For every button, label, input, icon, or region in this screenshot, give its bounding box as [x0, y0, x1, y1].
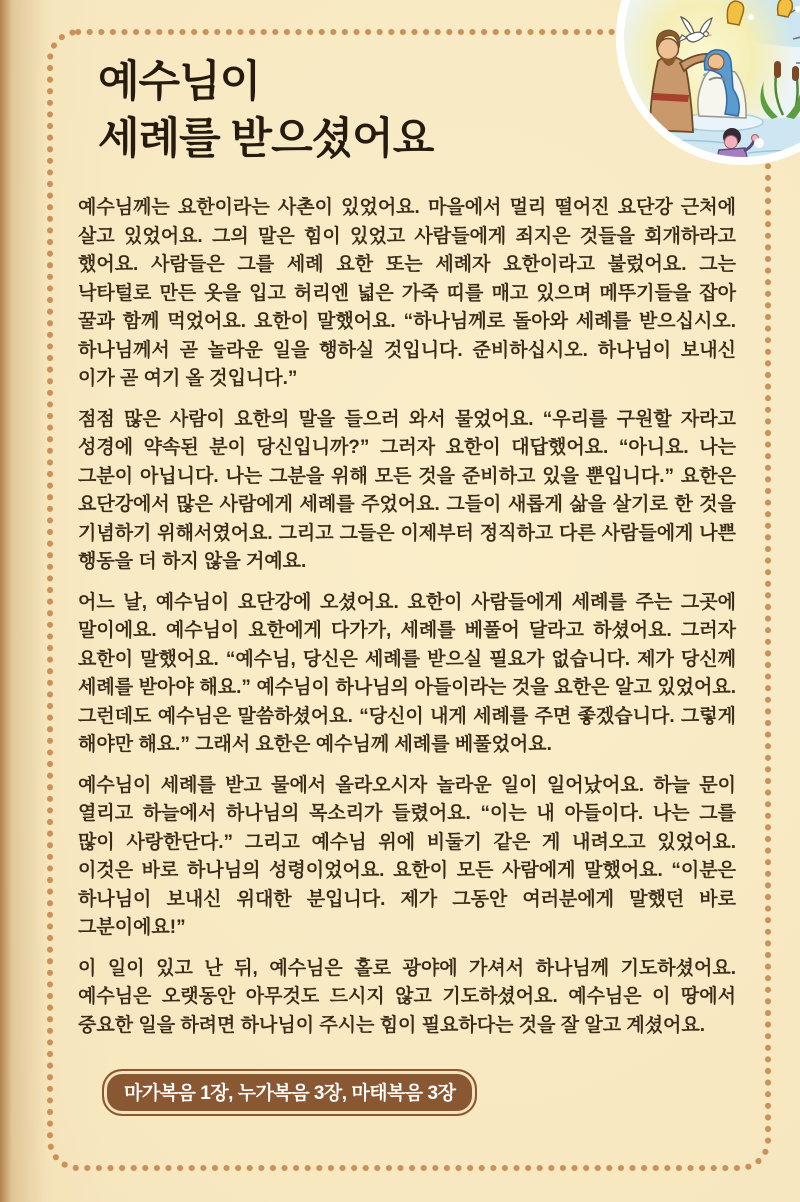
page-title-line1: 예수님이	[98, 58, 261, 106]
story-paragraph: 점점 많은 사람이 요한의 말을 들으러 와서 물었어요. “우리를 구원할 자라고 성경에 약속된 분이 당신입니까?” 그러자 요한이 대답했어요. “아니요. 나는 그분이 아닙니다. 나는 그분을 위해 모든 것을 준비하고 있을 뿐입니다.” 요한은 요단강에서 많은 사람에게 세례를 주었어요. 그들이 새롭게 삶을 살기로 한 것을 기념하기 위해서였어요. 그리고 그들은 이제부터 정직하고 다른 사람들에게 나쁜 행동을 더 하지 않을 거예요.	[78, 408, 736, 572]
story-paragraph: 예수님께는 요한이라는 사촌이 있었어요. 마을에서 멀리 떨어진 요단강 근처에 살고 있었어요. 그의 말은 힘이 있었고 사람들에게 죄지은 것들을 회개하라고 했어요. 사람들은 그를 세례 요한 또는 세례자 요한이라고 불렀어요. 그는 낙타털로 만든 옷을 입고 허리엔 넓은 가죽 띠를 매고 있으며 메뚜기들을 잡아 꿀과 함께 먹었어요. 요한이 말했어요. “하나님께로 돌아와 세례를 받으십시오. 하나님께서 곧 놀라운 일을 행하실 것입니다. 준비하십시오. 하나님이 보내신 이가 곧 여기 올 것입니다.”	[78, 197, 736, 389]
scripture-reference-badge: 마가복음 1장, 누가복음 3장, 마태복음 3장	[102, 1069, 477, 1116]
story-text	[78, 194, 736, 1040]
story-paragraph: 예수님이 세례를 받고 물에서 올라오시자 놀라운 일이 일어났어요. 하늘 문이 열리고 하늘에서 하나님의 목소리가 들렸어요. “이는 내 아들이다. 나는 그를 많이 사랑한단다.” 그리고 예수님 위에 비둘기 같은 게 내려오고 있었어요. 이것은 바로 하나님의 성령이었어요. 요한이 모든 사람에게 말했어요. “이분은 하나님이 보내신 위대한 분입니다. 제가 그동안 여러분에게 말했던 바로 그분이에요!”	[78, 774, 736, 938]
story-paragraph: 어느 날, 예수님이 요단강에 오셨어요. 요한이 사람들에게 세례를 주는 그곳에 말이에요. 예수님이 요한에게 다가가, 세례를 베풀어 달라고 하셨어요. 그러자 요한이 말했어요. “예수님, 당신은 세례를 받으실 필요가 없습니다. 제가 당신께 세례를 받아야 해요.” 예수님이 하나님의 아들이라는 것을 요한은 알고 있었어요. 그런데도 예수님은 말씀하셨어요. “당신이 내게 세례를 주면 좋겠습니다. 그렇게 해야만 해요.” 그래서 요한은 예수님께 세례를 베풀었어요.	[78, 591, 736, 755]
baptism-illustration	[608, 0, 800, 173]
story-paragraph: 이 일이 있고 난 뒤, 예수님은 홀로 광야에 가셔서 하나님께 기도하셨어요. 예수님은 오랫동안 아무것도 드시지 않고 기도하셨어요. 예수님은 이 땅에서 중요한 일을 하려면 하나님이 주시는 힘이 필요하다는 것을 잘 알고 계셨어요.	[78, 957, 736, 1036]
page-title-line2: 세례를 받으셨어요	[98, 115, 434, 163]
page-title	[98, 54, 433, 168]
